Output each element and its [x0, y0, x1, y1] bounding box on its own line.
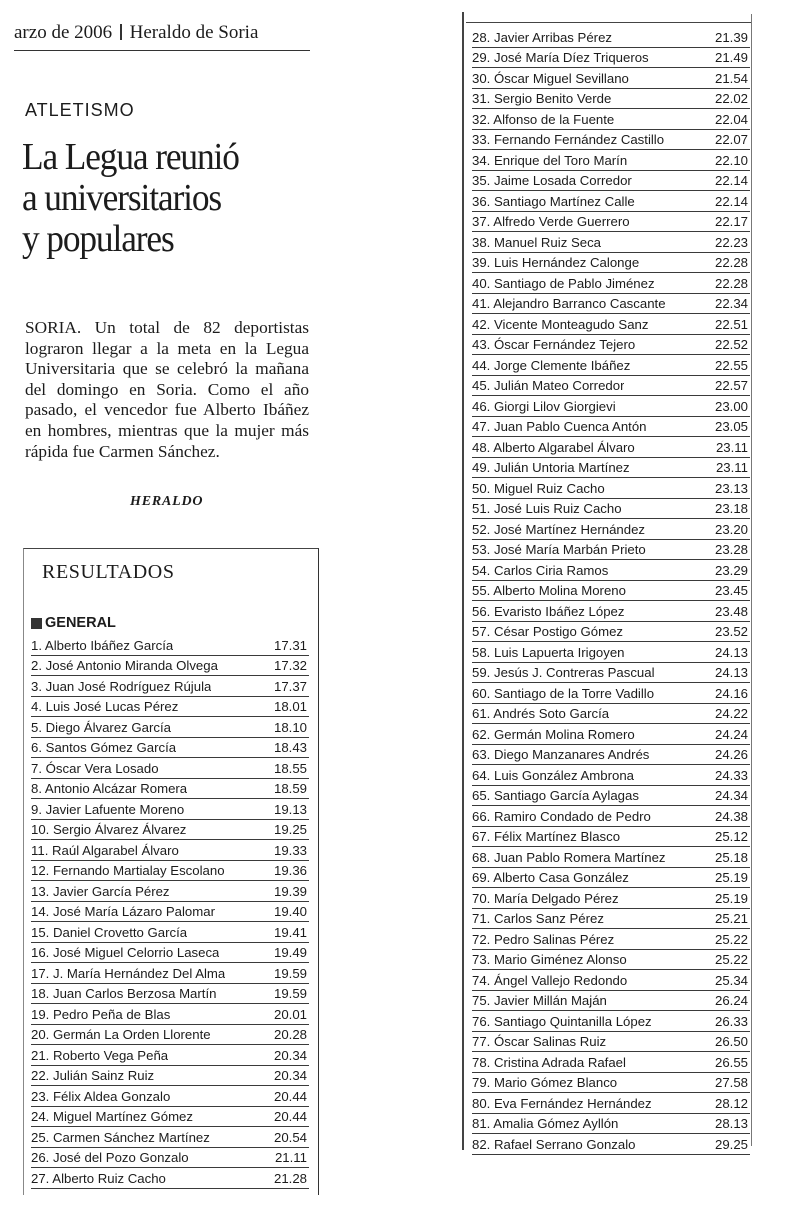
result-row: [472, 150, 750, 171]
runner-name: 45. Julián Mateo Corredor: [472, 378, 625, 393]
runner-time: 24.16: [714, 685, 748, 701]
result-row: [31, 1086, 309, 1107]
runner-name: 63. Diego Manzanares Andrés: [472, 747, 650, 762]
runner-name: 1. Alberto Ibáñez García: [31, 637, 174, 653]
result-row: [472, 786, 750, 807]
result-row: [31, 779, 309, 800]
result-row: [472, 642, 750, 663]
runner-time: 22.51: [714, 316, 748, 332]
runner-name: 69. Alberto Casa González: [472, 870, 629, 885]
runner-time: 27.58: [714, 1075, 748, 1090]
runner-time: 20.44: [273, 1088, 307, 1104]
runner-name: 17. J. María Hernández Del Alma: [31, 965, 226, 981]
result-row: [472, 48, 750, 69]
runner-name: 37. Alfredo Verde Guerrero: [472, 214, 630, 229]
runner-time: 19.40: [273, 904, 307, 919]
runner-name: 33. Fernando Fernández Castillo: [472, 132, 665, 147]
runner-name: 52. José Martínez Hernández: [472, 521, 645, 537]
runner-name: 5. Diego Álvarez García: [31, 719, 171, 735]
runner-name: 26. José del Pozo Gonzalo: [31, 1150, 189, 1165]
runner-name: 71. Carlos Sanz Pérez: [472, 911, 604, 926]
runner-name: 82. Rafael Serrano Gonzalo: [472, 1136, 636, 1152]
result-row: [472, 765, 750, 786]
column-border-right: [751, 14, 752, 1146]
runner-time: 18.01: [273, 699, 307, 714]
runner-time: 22.04: [714, 111, 748, 127]
runner-time: 26.24: [714, 993, 748, 1008]
runner-name: 6. Santos Gómez García: [31, 740, 177, 755]
runner-name: 10. Sergio Álvarez Álvarez: [31, 822, 187, 837]
runner-name: 43. Óscar Fernández Tejero: [472, 337, 636, 352]
result-row: [472, 868, 750, 889]
runner-name: 4. Luis José Lucas Pérez: [31, 699, 179, 714]
result-row: [472, 806, 750, 827]
result-row: [472, 970, 750, 991]
result-row: [31, 1004, 309, 1025]
category-heading: [31, 615, 116, 631]
runner-name: 15. Daniel Crovetto García: [31, 924, 188, 940]
result-row: [31, 738, 309, 759]
result-row: [472, 1032, 750, 1053]
result-row: [472, 1093, 750, 1114]
result-row: [472, 601, 750, 622]
result-row: [472, 253, 750, 274]
headline-line: La Legua reunió: [22, 136, 239, 178]
result-row: [472, 950, 750, 971]
runner-time: 24.33: [714, 767, 748, 783]
result-row: [472, 27, 750, 48]
result-row: [472, 663, 750, 684]
runner-name: 21. Roberto Vega Peña: [31, 1047, 169, 1063]
runner-name: 29. José María Díez Triqueros: [472, 50, 649, 65]
runner-name: 59. Jesús J. Contreras Pascual: [472, 665, 655, 680]
result-row: [472, 827, 750, 848]
runner-name: 76. Santiago Quintanilla López: [472, 1013, 652, 1029]
result-row: [31, 656, 309, 677]
runner-time: 22.55: [714, 357, 748, 373]
result-row: [472, 89, 750, 110]
runner-name: 18. Juan Carlos Berzosa Martín: [31, 986, 217, 1001]
result-row: [472, 888, 750, 909]
runner-name: 64. Luis González Ambrona: [472, 767, 635, 783]
runner-name: 55. Alberto Molina Moreno: [472, 583, 626, 598]
runner-time: 17.37: [273, 678, 307, 694]
runner-time: 25.34: [714, 972, 748, 988]
runner-name: 75. Javier Millán Maján: [472, 993, 607, 1008]
result-row: [31, 635, 309, 656]
runner-name: 2. José Antonio Miranda Olvega: [31, 658, 218, 673]
result-row: [472, 232, 750, 253]
runner-name: 12. Fernando Martialay Escolano: [31, 863, 225, 878]
runner-time: 23.00: [714, 398, 748, 414]
runner-name: 73. Mario Giménez Alonso: [472, 952, 627, 967]
result-row: [31, 820, 309, 841]
runner-time: 20.44: [273, 1109, 307, 1124]
result-row: [472, 847, 750, 868]
square-bullet-icon: [31, 618, 42, 629]
result-row: [31, 758, 309, 779]
runner-time: 20.34: [273, 1068, 307, 1083]
result-row: [31, 922, 309, 943]
runner-time: 26.33: [714, 1013, 748, 1029]
runner-time: 23.20: [714, 521, 748, 537]
byline: HERALDO: [130, 494, 204, 509]
header-publication: Heraldo de Soria: [129, 22, 259, 43]
runner-name: 16. José Miguel Celorrio Laseca: [31, 945, 220, 960]
runner-name: 60. Santiago de la Torre Vadillo: [472, 685, 655, 701]
runner-time: 20.28: [273, 1027, 307, 1042]
runner-name: 34. Enrique del Toro Marín: [472, 152, 628, 168]
runner-name: 11. Raúl Algarabel Álvaro: [31, 842, 179, 858]
runner-time: 18.43: [273, 740, 307, 755]
runner-time: 22.28: [714, 255, 748, 270]
runner-time: 22.28: [714, 275, 748, 291]
result-row: [31, 799, 309, 820]
runner-time: 26.55: [714, 1054, 748, 1070]
runner-time: 19.41: [273, 924, 307, 940]
runner-name: 9. Javier Lafuente Moreno: [31, 801, 185, 817]
runner-time: 22.52: [714, 337, 748, 352]
runner-time: 23.05: [714, 419, 748, 434]
header-separator: [120, 24, 122, 40]
runner-name: 54. Carlos Ciria Ramos: [472, 562, 609, 578]
runner-name: 72. Pedro Salinas Pérez: [472, 931, 615, 947]
runner-time: 24.13: [714, 644, 748, 660]
runner-time: 23.29: [714, 562, 748, 578]
result-row: [472, 1114, 750, 1135]
runner-time: 25.19: [714, 890, 748, 906]
runner-time: 24.24: [714, 726, 748, 742]
runner-name: 61. Andrés Soto García: [472, 706, 610, 721]
runner-time: 18.10: [273, 719, 307, 735]
result-row: [472, 458, 750, 479]
runner-name: 51. José Luis Ruiz Cacho: [472, 501, 622, 516]
runner-time: 23.28: [714, 542, 748, 557]
runner-time: 18.55: [273, 760, 307, 776]
result-row: [31, 676, 309, 697]
runner-time: 25.19: [714, 870, 748, 885]
results-list-right: [472, 27, 750, 1155]
runner-name: 40. Santiago de Pablo Jiménez: [472, 275, 655, 291]
result-row: [472, 335, 750, 356]
runner-time: 25.12: [714, 829, 748, 844]
runner-name: 66. Ramiro Condado de Pedro: [472, 808, 651, 824]
runner-time: 19.59: [273, 986, 307, 1001]
runner-time: 21.11: [274, 1150, 307, 1165]
runner-time: 25.21: [714, 911, 748, 926]
result-row: [472, 519, 750, 540]
result-row: [472, 212, 750, 233]
runner-name: 47. Juan Pablo Cuenca Antón: [472, 419, 647, 434]
result-row: [31, 1045, 309, 1066]
runner-name: 35. Jaime Losada Corredor: [472, 173, 632, 188]
runner-name: 68. Juan Pablo Romera Martínez: [472, 849, 666, 865]
runner-time: 28.13: [714, 1116, 748, 1131]
headline-line: a universitarios: [22, 177, 222, 219]
runner-time: 25.18: [714, 849, 748, 865]
runner-name: 44. Jorge Clemente Ibáñez: [472, 357, 631, 373]
runner-name: 24. Miguel Martínez Gómez: [31, 1109, 193, 1124]
runner-time: 23.48: [714, 603, 748, 619]
runner-name: 79. Mario Gómez Blanco: [472, 1075, 618, 1090]
result-row: [472, 68, 750, 89]
runner-time: 17.31: [273, 637, 307, 653]
runner-time: 22.14: [714, 173, 748, 188]
runner-name: 25. Carmen Sánchez Martínez: [31, 1129, 210, 1145]
runner-name: 80. Eva Fernández Hernández: [472, 1095, 652, 1111]
runner-name: 48. Alberto Algarabel Álvaro: [472, 439, 635, 455]
section-label: ATLETISMO: [25, 100, 135, 120]
result-row: [31, 1168, 309, 1189]
runner-name: 56. Evaristo Ibáñez López: [472, 603, 625, 619]
result-row: [31, 902, 309, 923]
result-row: [472, 417, 750, 438]
runner-time: 22.57: [714, 378, 748, 393]
runner-time: 25.22: [714, 952, 748, 967]
result-row: [472, 376, 750, 397]
runner-time: 24.34: [714, 788, 748, 803]
result-row: [472, 704, 750, 725]
result-row: [472, 191, 750, 212]
runner-time: 21.28: [273, 1170, 307, 1186]
runner-name: 32. Alfonso de la Fuente: [472, 111, 615, 127]
runner-time: 29.25: [714, 1136, 748, 1152]
category-label: GENERAL: [45, 615, 116, 631]
result-row: [472, 724, 750, 745]
result-row: [31, 984, 309, 1005]
runner-time: 22.14: [714, 193, 748, 209]
result-row: [31, 1107, 309, 1128]
runner-time: 22.07: [714, 132, 748, 147]
runner-name: 20. Germán La Orden Llorente: [31, 1027, 211, 1042]
column-divider: [462, 12, 464, 1150]
result-row: [31, 717, 309, 738]
runner-name: 19. Pedro Peña de Blas: [31, 1006, 171, 1022]
runner-time: 22.17: [714, 214, 748, 229]
runner-name: 57. César Postigo Gómez: [472, 624, 623, 639]
result-row: [472, 437, 750, 458]
result-row: [472, 1134, 750, 1155]
runner-name: 77. Óscar Salinas Ruiz: [472, 1034, 607, 1049]
runner-name: 65. Santiago García Aylagas: [472, 788, 639, 803]
runner-time: 23.11: [715, 439, 748, 455]
result-row: [472, 294, 750, 315]
result-row: [31, 861, 309, 882]
runner-name: 30. Óscar Miguel Sevillano: [472, 70, 629, 86]
runner-name: 53. José María Marbán Prieto: [472, 542, 646, 557]
article-body: SORIA. Un total de 82 deportistas lograron llegar a la meta en la Legua Universitaria que se celebró la mañana del domingo en Soria. Como el año pasado, el vencedor fue Alberto Ibáñez en hombres, mientras que la mujer más rápida fue Carmen Sánchez.: [25, 318, 309, 461]
runner-time: 28.12: [714, 1095, 748, 1111]
runner-name: 39. Luis Hernández Calonge: [472, 255, 640, 270]
runner-name: 27. Alberto Ruiz Cacho: [31, 1170, 166, 1186]
runner-time: 19.25: [273, 822, 307, 837]
runner-name: 31. Sergio Benito Verde: [472, 91, 612, 106]
result-row: [472, 171, 750, 192]
runner-name: 14. José María Lázaro Palomar: [31, 904, 215, 919]
runner-time: 21.54: [714, 70, 748, 86]
runner-name: 70. María Delgado Pérez: [472, 890, 619, 906]
runner-time: 19.36: [273, 863, 307, 878]
runner-time: 21.39: [714, 29, 748, 45]
result-row: [472, 683, 750, 704]
runner-name: 8. Antonio Alcázar Romera: [31, 781, 188, 796]
result-row: [472, 560, 750, 581]
runner-time: 17.32: [273, 658, 307, 673]
runner-time: 22.02: [714, 91, 748, 106]
result-row: [472, 1052, 750, 1073]
runner-name: 3. Juan José Rodríguez Rújula: [31, 678, 212, 694]
runner-time: 19.33: [273, 842, 307, 858]
result-row: [472, 581, 750, 602]
runner-time: 23.11: [715, 460, 748, 475]
runner-name: 7. Óscar Vera Losado: [31, 760, 159, 776]
runner-name: 13. Javier García Pérez: [31, 883, 170, 899]
result-row: [472, 540, 750, 561]
runner-time: 22.10: [714, 152, 748, 168]
result-row: [472, 109, 750, 130]
runner-time: 19.13: [273, 801, 307, 817]
result-row: [31, 697, 309, 718]
headline-line: y populares: [22, 218, 174, 260]
runner-name: 78. Cristina Adrada Rafael: [472, 1054, 626, 1070]
runner-time: 26.50: [714, 1034, 748, 1049]
runner-name: 62. Germán Molina Romero: [472, 726, 635, 742]
runner-name: 38. Manuel Ruiz Seca: [472, 234, 602, 250]
result-row: [472, 478, 750, 499]
result-row: [472, 355, 750, 376]
runner-name: 50. Miguel Ruiz Cacho: [472, 480, 605, 496]
result-row: [472, 130, 750, 151]
result-row: [472, 745, 750, 766]
page-header: [14, 20, 310, 51]
result-row: [472, 1011, 750, 1032]
result-row: [31, 840, 309, 861]
results-title: RESULTADOS: [42, 561, 175, 583]
runner-time: 20.54: [273, 1129, 307, 1145]
runner-time: 24.22: [714, 706, 748, 721]
runner-name: 28. Javier Arribas Pérez: [472, 29, 612, 45]
result-row: [472, 991, 750, 1012]
runner-time: 22.23: [714, 234, 748, 250]
result-row: [472, 273, 750, 294]
result-row: [31, 1066, 309, 1087]
result-row: [472, 622, 750, 643]
runner-name: 41. Alejandro Barranco Cascante: [472, 296, 666, 311]
result-row: [472, 499, 750, 520]
column-top-rule: [466, 22, 751, 23]
result-row: [31, 943, 309, 964]
runner-name: 42. Vicente Monteagudo Sanz: [472, 316, 649, 332]
runner-time: 20.01: [273, 1006, 307, 1022]
runner-name: 58. Luis Lapuerta Irigoyen: [472, 644, 625, 660]
runner-time: 23.18: [714, 501, 748, 516]
result-row: [31, 1127, 309, 1148]
runner-time: 25.22: [714, 931, 748, 947]
result-row: [472, 929, 750, 950]
runner-name: 23. Félix Aldea Gonzalo: [31, 1088, 171, 1104]
runner-time: 21.49: [714, 50, 748, 65]
runner-name: 49. Julián Untoria Martínez: [472, 460, 630, 475]
runner-time: 18.59: [273, 781, 307, 796]
result-row: [31, 963, 309, 984]
runner-name: 74. Ángel Vallejo Redondo: [472, 972, 628, 988]
runner-time: 19.39: [273, 883, 307, 899]
runner-name: 46. Giorgi Lilov Giorgievi: [472, 398, 616, 414]
result-row: [31, 1025, 309, 1046]
runner-time: 24.26: [714, 747, 748, 762]
runner-name: 22. Julián Sainz Ruiz: [31, 1068, 155, 1083]
runner-time: 23.45: [714, 583, 748, 598]
headline: [22, 137, 301, 260]
runner-time: 19.49: [273, 945, 307, 960]
runner-time: 19.59: [273, 965, 307, 981]
result-row: [472, 396, 750, 417]
runner-time: 22.34: [714, 296, 748, 311]
runner-name: 81. Amalia Gómez Ayllón: [472, 1116, 619, 1131]
runner-time: 24.13: [714, 665, 748, 680]
result-row: [472, 1073, 750, 1094]
header-date: arzo de 2006: [14, 22, 113, 43]
result-row: [31, 1148, 309, 1169]
runner-time: 23.13: [714, 480, 748, 496]
result-row: [472, 314, 750, 335]
result-row: [472, 909, 750, 930]
runner-time: 20.34: [273, 1047, 307, 1063]
results-list-left: [31, 635, 309, 1189]
result-row: [31, 881, 309, 902]
runner-time: 23.52: [714, 624, 748, 639]
runner-time: 24.38: [714, 808, 748, 824]
runner-name: 67. Félix Martínez Blasco: [472, 829, 621, 844]
runner-name: 36. Santiago Martínez Calle: [472, 193, 635, 209]
